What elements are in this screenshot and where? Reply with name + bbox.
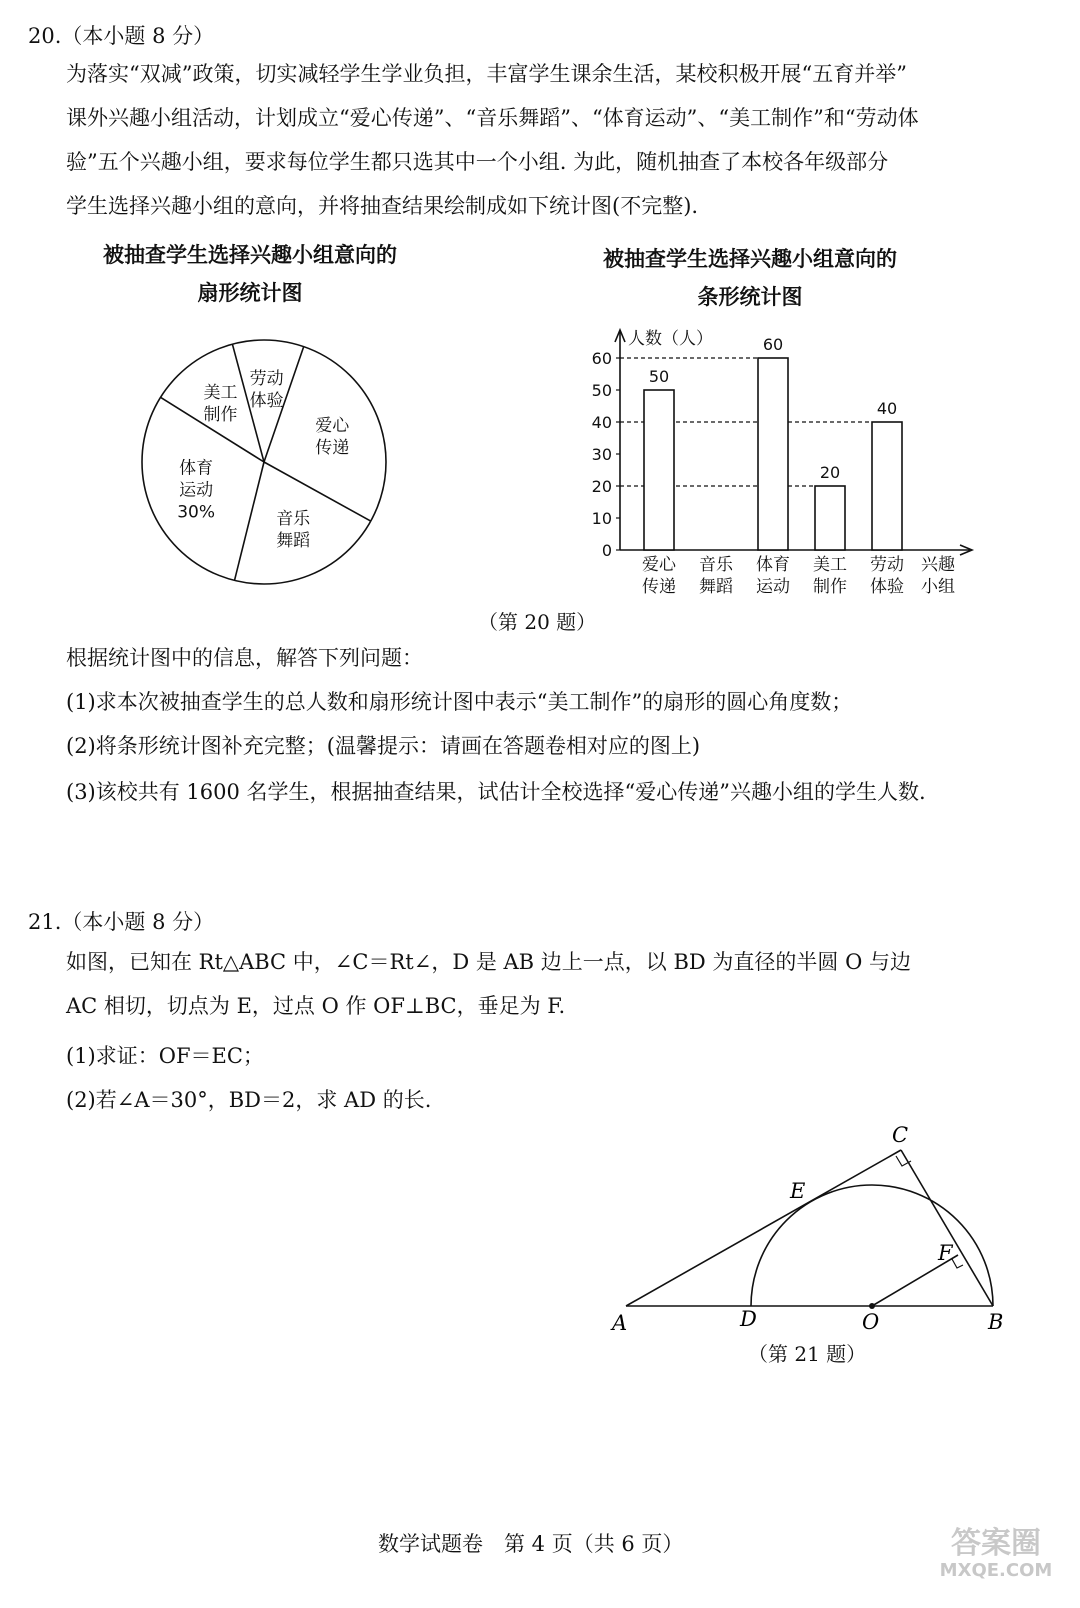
pie-slice-label: 30% — [177, 502, 215, 523]
pie-chart — [0, 330, 540, 600]
bar-category-label: 运动 — [756, 577, 790, 597]
bar-category-label: 制作 — [813, 577, 847, 597]
label-b: B — [988, 1310, 1004, 1334]
bar — [644, 390, 674, 550]
q21-item-2: (2)若∠A＝30°，BD＝2，求 AD 的长. — [66, 1088, 432, 1112]
bar-category-label: 舞蹈 — [699, 577, 733, 597]
bar-y-axis-label: 人数（人） — [628, 329, 713, 349]
q21-stem-line-1: 如图，已知在 Rt△ABC 中，∠C＝Rt∠，D 是 AB 边上一点，以 BD 为直径的半圆 O 与边 — [66, 950, 911, 974]
right-angle-mark-f — [952, 1259, 963, 1268]
bar-value-label: 60 — [762, 335, 784, 354]
q20-prompt: 根据统计图中的信息，解答下列问题： — [66, 646, 423, 670]
segment-cb — [901, 1150, 993, 1306]
bar-y-tick-label: 0 — [601, 541, 612, 560]
q20-item-1: (1)求本次被抽查学生的总人数和扇形统计图中表示“美工制作”的扇形的圆心角度数； — [66, 690, 853, 714]
q21-stem-line-2: AC 相切，切点为 E，过点 O 作 OF⊥BC，垂足为 F. — [66, 994, 566, 1018]
q20-item-3: (3)该校共有 1600 名学生，根据抽查结果，试估计全校选择“爱心传递”兴趣小组的学生人数. — [66, 780, 926, 804]
q20-stem — [66, 52, 919, 228]
bar-category-label: 爱心 — [642, 555, 676, 575]
pie-slice-boundary — [235, 462, 265, 580]
bar-chart-title — [560, 240, 940, 316]
q20-caption: （第 20 题） — [478, 610, 597, 634]
watermark-line-1: 答案圈 — [951, 1526, 1041, 1561]
bar-y-tick-label: 60 — [591, 349, 612, 368]
label-a: A — [612, 1311, 628, 1335]
bar-x-axis-label: 小组 — [921, 577, 955, 597]
bar — [815, 486, 845, 550]
pie-slice-label: 爱心 — [315, 415, 350, 436]
pie-title-line-1: 被抽查学生选择兴趣小组意向的 — [103, 243, 397, 267]
q21-item-1: (1)求证：OF＝EC； — [66, 1044, 264, 1068]
bar-category-label: 体育 — [756, 555, 790, 575]
bar-y-tick-label: 50 — [591, 381, 612, 400]
pie-slice-label: 劳动 — [249, 368, 284, 389]
bar-x-axis-label: 兴趣 — [921, 555, 955, 575]
bar-y-tick-label: 30 — [591, 445, 612, 464]
bar-y-tick-label: 10 — [591, 509, 612, 528]
page-footer: 数学试题卷 第 4 页（共 6 页） — [378, 1532, 684, 1556]
q20-stem-line-1: 为落实“双减”政策，切实减轻学生学业负担，丰富学生课余生活，某校积极开展“五育并举” — [66, 62, 907, 86]
bar-category-label: 音乐 — [699, 555, 733, 575]
pie-slice-label: 体验 — [249, 390, 284, 411]
geometry-figure — [600, 1110, 1040, 1350]
bar-category-label: 美工 — [813, 555, 847, 575]
bar-value-label: 50 — [648, 367, 670, 386]
bar — [872, 422, 902, 550]
label-o: O — [862, 1310, 880, 1334]
q20-header: 20.（本小题 8 分） — [28, 24, 215, 48]
bar-value-label: 40 — [876, 399, 898, 418]
segment-ac — [626, 1150, 901, 1306]
label-d: D — [740, 1307, 757, 1331]
bar-category-label: 传递 — [642, 577, 676, 597]
bar-category-label: 体验 — [870, 577, 904, 597]
pie-title-line-2: 扇形统计图 — [197, 281, 303, 305]
bar-title-line-2: 条形统计图 — [697, 285, 803, 309]
bar-category-label: 劳动 — [870, 555, 904, 575]
q20-stem-line-3: 验”五个兴趣小组，要求每位学生都只选其中一个小组. 为此，随机抽查了本校各年级部分 — [66, 150, 889, 174]
q20-stem-line-4: 学生选择兴趣小组的意向，并将抽查结果绘制成如下统计图(不完整). — [66, 194, 699, 218]
center-point-o — [869, 1303, 875, 1309]
pie-slice-label: 传递 — [315, 437, 350, 458]
bar-y-tick-label: 40 — [591, 413, 612, 432]
bar-y-tick-label: 20 — [591, 477, 612, 496]
q20-stem-line-2: 课外兴趣小组活动，计划成立“爱心传递”、“音乐舞蹈”、“体育运动”、“美工制作”和“劳动体 — [66, 106, 919, 130]
bar-chart — [560, 320, 1000, 610]
pie-slice-label: 美工 — [203, 383, 238, 404]
watermark-line-2: MXQE.COM — [939, 1560, 1053, 1581]
pie-slice-label: 舞蹈 — [276, 531, 311, 552]
label-f: F — [938, 1241, 953, 1265]
watermark-logo — [926, 1528, 1066, 1582]
bar — [758, 358, 788, 550]
bar-value-label: 20 — [819, 463, 841, 482]
pie-slice-label: 音乐 — [276, 509, 311, 530]
q21-stem — [66, 940, 911, 1028]
pie-slice-label: 体育 — [179, 458, 214, 479]
label-c: C — [892, 1123, 909, 1147]
pie-slice-label: 运动 — [179, 480, 214, 501]
bar-title-line-1: 被抽查学生选择兴趣小组意向的 — [603, 247, 897, 271]
q20-item-2: (2)将条形统计图补充完整；(温馨提示：请画在答题卷相对应的图上) — [66, 734, 701, 758]
pie-chart-title — [60, 236, 440, 312]
label-e: E — [790, 1179, 806, 1203]
q21-header: 21.（本小题 8 分） — [28, 910, 215, 934]
q21-caption: （第 21 题） — [748, 1342, 867, 1366]
pie-slice-label: 制作 — [203, 405, 238, 426]
